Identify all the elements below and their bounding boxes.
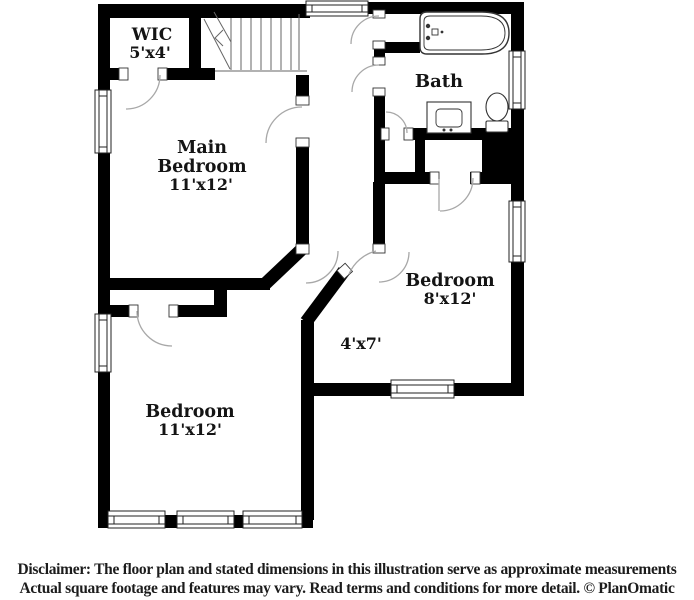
window-icon <box>509 201 525 262</box>
room-label-wic: WIC <box>131 25 173 45</box>
door-jamb <box>373 88 385 96</box>
window-icon <box>509 51 525 109</box>
bathtub-icon <box>420 12 509 54</box>
room-dims-bedroom-right: 8'x12' <box>423 289 477 308</box>
window-icon <box>108 511 165 528</box>
stair-arrow <box>215 30 223 46</box>
door-arc-icon <box>349 251 376 274</box>
room-label-bedroom-right: Bedroom <box>405 271 495 291</box>
sink-vanity-icon <box>427 102 471 133</box>
wall <box>98 4 110 528</box>
faucet-dot <box>426 36 430 40</box>
wall <box>98 68 120 80</box>
wall <box>384 42 420 53</box>
wall-diagonal <box>306 271 344 322</box>
chase-shaft <box>482 133 524 184</box>
door-jamb <box>404 128 413 140</box>
wall <box>98 278 270 290</box>
winder-tread <box>204 19 230 69</box>
disclaimer <box>0 560 694 598</box>
disclaimer-line-1: Disclaimer: The floor plan and stated dimensions in this illustration serve as approximate measurements <box>17 561 677 578</box>
room-label-bedroom-lower: Bedroom <box>145 402 235 422</box>
door-jamb <box>373 41 385 49</box>
window-icon <box>95 90 111 153</box>
room-dims-main-bedroom: 11'x12' <box>169 175 233 194</box>
faucet-dot <box>426 24 430 28</box>
door-jamb <box>169 305 178 317</box>
window-icon <box>243 511 302 528</box>
door-jamb <box>381 128 389 140</box>
disclaimer-line-2: Actual square footage and features may vary. Read terms and conditions for more detail. © PlanOmatic <box>19 580 675 597</box>
wall <box>98 4 310 18</box>
room-label-main-bedroom: Bedroom <box>157 157 247 177</box>
door-jamb <box>296 244 309 254</box>
door-arc-icon <box>440 178 473 211</box>
door-arc-icon <box>126 75 160 109</box>
room-dims-hallway: 4'x7' <box>340 334 382 353</box>
door-arc-icon <box>351 16 379 44</box>
wall <box>110 305 130 317</box>
door-jamb <box>119 68 128 80</box>
door-jamb <box>373 57 385 65</box>
toilet-icon <box>486 93 508 132</box>
window-icon <box>306 1 368 16</box>
room-label-bath: Bath <box>414 71 464 92</box>
wall <box>214 288 227 313</box>
door-jamb <box>430 172 439 184</box>
door-jamb <box>296 96 309 105</box>
wall <box>373 182 385 246</box>
wall <box>301 320 314 520</box>
window-icon <box>95 314 111 372</box>
room-dims-wic: 5'x4' <box>129 43 171 62</box>
wall <box>296 75 309 98</box>
wall <box>296 145 309 248</box>
wall <box>415 140 425 174</box>
wall <box>167 68 215 80</box>
room-label-main-bedroom: Main <box>176 138 228 158</box>
staircase-icon <box>204 12 307 71</box>
door-arc-icon <box>137 311 172 346</box>
room-dims-bedroom-lower: 11'x12' <box>158 420 222 439</box>
window-icon <box>177 511 234 528</box>
window-icon <box>391 380 454 398</box>
faucet-dot <box>441 31 444 34</box>
door-jamb <box>296 138 309 147</box>
wall <box>189 4 201 70</box>
